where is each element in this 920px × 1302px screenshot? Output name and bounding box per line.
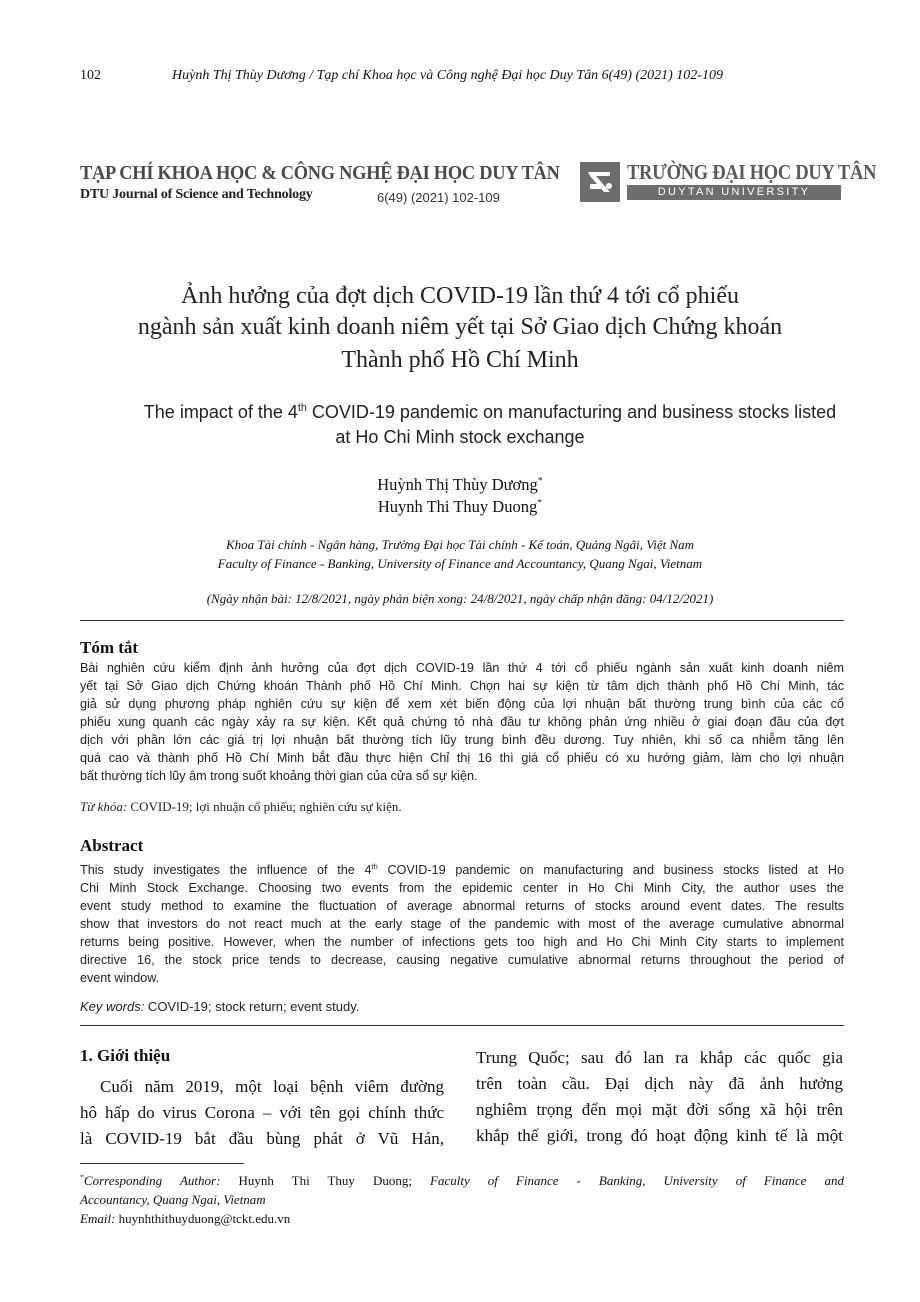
abstract-vi-line: Bài nghiên cứu kiểm định ảnh hưởng của đợt dịch COVID-19 lần thứ 4 tới cổ phiếu ngành sản xuất kinh doanh niêm xyxy=(80,661,844,675)
abstract-vi-line: giả sử dụng phương pháp nghiên cứu sự kiện để xem xét biến động của lợi nhuận bất thường trung bình của các cổ xyxy=(80,697,844,711)
author-name: Huynh Thi Thuy Duong xyxy=(377,497,538,516)
abstract-en-text: This study investigates the influence of the 4 xyxy=(80,863,372,877)
abstract-en-line: Chi Minh Stock Exchange. Choosing two events from the epidemic center in Ho Chi Minh City, the author uses the xyxy=(80,881,844,895)
running-citation: Huỳnh Thị Thùy Dương / Tạp chí Khoa học và Công nghệ Đại học Duy Tân 6(49) (2021) 102-109 xyxy=(172,68,723,83)
footnote-author: Huynh Thi Thuy Duong; xyxy=(220,1173,431,1188)
keywords-label: Key words: xyxy=(80,999,145,1014)
affiliation-vi: Khoa Tài chính - Ngân hàng, Trường Đại học Tài chính - Kế toán, Quảng Ngãi, Việt Nam xyxy=(225,537,695,552)
intro-heading: 1. Giới thiệu xyxy=(80,1046,171,1065)
title-en-text: The impact of the 4 xyxy=(143,402,298,422)
journal-issue: 6(49) (2021) 102-109 xyxy=(377,190,500,205)
abstract-en-sup: th xyxy=(371,861,378,871)
title-vi-line: Ảnh hưởng của đợt dịch COVID-19 lần thứ 4 tới cổ phiếu xyxy=(181,283,739,309)
submission-dates: (Ngày nhận bài: 12/8/2021, ngày phản biện xong: 24/8/2021, ngày chấp nhận đăng: 04/12/2021) xyxy=(206,591,714,606)
abstract-en-line: event study method to examine the fluctuation of average abnormal returns of stocks around event dates. The results xyxy=(80,899,844,913)
author-name-en xyxy=(60,497,860,517)
intro-left-line: hô hấp do virus Corona – với tên gọi chính thức xyxy=(80,1103,444,1122)
title-vi-line: ngành sản xuất kinh doanh niêm yết tại Sở Giao dịch Chứng khoán xyxy=(137,314,783,340)
keywords-text: COVID-19; lợi nhuận cổ phiếu; nghiên cứu sự kiện. xyxy=(127,799,402,814)
abstract-vi-line: quá cao và thành phố Hồ Chí Minh bắt đầu thực hiện Chỉ thị 16 thì giá cổ phiếu có xu hướng giảm, làm cho lợi nhuận xyxy=(80,751,844,765)
footnote-affiliation: Faculty of Finance - Banking, University of Finance and xyxy=(430,1173,844,1188)
divider xyxy=(80,620,844,621)
title-en-line xyxy=(60,402,920,423)
intro-right-line: trên toàn cầu. Đại dịch này đã ảnh hưởng xyxy=(476,1074,843,1093)
abstract-en-line xyxy=(80,862,844,878)
author-name-vi xyxy=(60,475,860,495)
keywords-label: Từ khóa: xyxy=(80,799,128,814)
abstract-vi-line: bất thường tích lũy âm trong suốt khoảng thời gian của cửa sổ sự kiện. xyxy=(80,769,478,783)
footnote-mark: * xyxy=(80,1172,84,1182)
author-name: Huỳnh Thị Thùy Dương xyxy=(377,475,538,494)
intro-right-line: nghiêm trọng đến mọi mặt đời sống xã hội trên xyxy=(476,1100,843,1119)
footnote-label: Corresponding Author: xyxy=(83,1173,221,1188)
author-mark: * xyxy=(537,497,543,509)
abstract-vi-line: yết tại Sở Giao dịch Chứng khoán Thành phố Hồ Chí Minh. Chọn hai sự kiện từ tâm dịch thành phố Hồ Chí Minh, tác xyxy=(80,679,844,693)
footnote-divider xyxy=(80,1163,244,1164)
abstract-en-line: show that investors do not react much at the early stage of the pandemic with most of the average cumulative abnormal xyxy=(80,917,844,931)
title-en-sup: th xyxy=(297,402,307,414)
abstract-en-text: COVID-19 pandemic on manufacturing and business stocks listed at Ho xyxy=(377,863,845,877)
title-vi-line: Thành phố Hồ Chí Minh xyxy=(341,347,579,373)
abstract-en-line: event window. xyxy=(80,971,160,985)
intro-left-line: Cuối năm 2019, một loại bệnh viêm đường xyxy=(100,1077,444,1096)
abstract-en-line: returns being positive. However, when the number of infections gets too high and Ho Chi Minh City starts to implement xyxy=(80,935,844,949)
university-name-vi: TRƯỜNG ĐẠI HỌC DUY TÂN xyxy=(627,160,877,184)
title-en-text: COVID-19 pandemic on manufacturing and business stocks listed xyxy=(306,402,837,422)
abstract-vi-line: phiếu xung quanh các ngày xảy ra sự kiện. Kết quả chứng tỏ nhà đầu tư không phản ứng nhiều ở giai đoạn đầu của đợt xyxy=(80,715,844,729)
author-mark: * xyxy=(537,475,543,487)
university-name-en: DUYTAN UNIVERSITY xyxy=(627,185,841,200)
abstract-vi-heading: Tóm tắt xyxy=(80,638,139,657)
intro-right-line: Trung Quốc; sau đó lan ra khắp các quốc gia xyxy=(476,1048,843,1067)
keywords-vi xyxy=(80,799,844,815)
abstract-en-line: directive 16, the stock price tends to decrease, causing negative cumulative abnormal returns throughout the period of xyxy=(80,953,844,967)
footnote-email-line xyxy=(80,1210,844,1228)
journal-name-vi: TẠP CHÍ KHOA HỌC & CÔNG NGHỆ ĐẠI HỌC DUY TÂN xyxy=(80,162,560,184)
footnote-line xyxy=(80,1172,844,1190)
page-number: 102 xyxy=(80,68,101,83)
university-logo-icon xyxy=(580,162,620,202)
journal-name-en: DTU Journal of Science and Technology xyxy=(80,187,313,202)
intro-left-line: là COVID-19 bắt đầu bùng phát ở Vũ Hán, xyxy=(80,1129,444,1148)
footnote-affiliation: Accountancy, Quang Ngai, Vietnam xyxy=(80,1192,266,1207)
keywords-text: COVID-19; stock return; event study. xyxy=(144,999,360,1014)
abstract-en-heading: Abstract xyxy=(80,836,144,855)
affiliation-en: Faculty of Finance - Banking, University of Finance and Accountancy, Quang Ngai, Vietnam xyxy=(217,556,703,571)
abstract-vi-line: dịch với phần lớn các giá trị lợi nhuận bất thường tích lũy trung bình đều dương. Tuy nhiên, khi số ca nhiễm tăng lên xyxy=(80,733,844,747)
intro-right-line: khắp thế giới, trong đó hoạt động kinh tế là một xyxy=(476,1126,843,1145)
footnote-email-label: Email: xyxy=(80,1211,116,1226)
keywords-en xyxy=(80,999,844,1015)
title-en-line: at Ho Chi Minh stock exchange xyxy=(335,427,585,447)
footnote-email[interactable]: huynhthithuyduong@tckt.edu.vn xyxy=(115,1211,291,1226)
divider xyxy=(80,1025,844,1026)
